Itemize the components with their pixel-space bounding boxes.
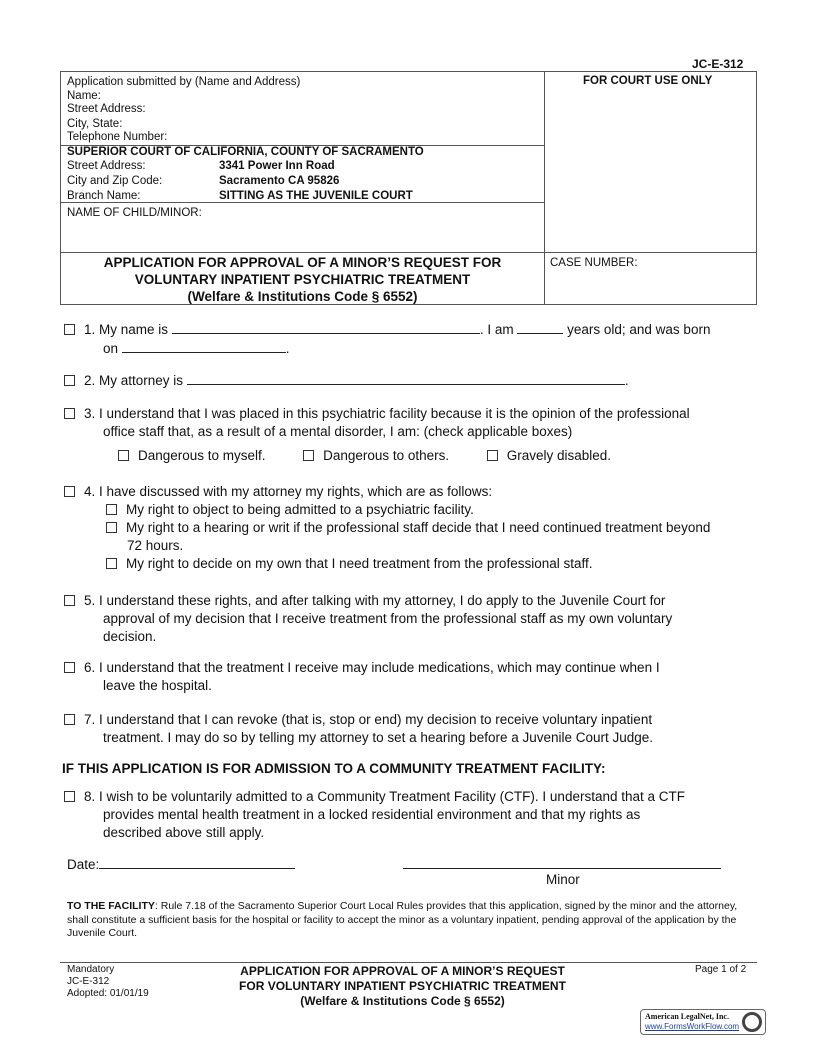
caption-divider [544, 72, 545, 304]
right-decide-checkbox[interactable] [106, 558, 117, 569]
city-state-label: City, State: [67, 118, 123, 130]
right-object-checkbox[interactable] [106, 504, 117, 515]
footer-left [67, 964, 149, 1000]
item-text: . I am [479, 322, 514, 337]
item-number: 8. [84, 789, 96, 804]
item-6-checkbox[interactable] [64, 662, 75, 673]
item-3-checkbox[interactable] [64, 408, 75, 419]
form-title-line: (Welfare & Institutions Code § 6552) [187, 289, 418, 304]
option-label: Dangerous to others. [323, 448, 450, 463]
option-label: Gravely disabled. [506, 448, 612, 463]
right-text: My right to object to being admitted to a psychiatric facility. [126, 502, 474, 517]
form-title [61, 254, 544, 305]
item-text: years old; and was born [567, 322, 711, 337]
item-text: treatment. I may do so by telling my attorney to set a hearing before a Juvenile Court Judge. [103, 730, 654, 745]
right-text: 72 hours. [127, 538, 184, 553]
caption-rule [61, 252, 756, 253]
court-name: SUPERIOR COURT OF CALIFORNIA, COUNTY OF SACRAMENTO [67, 146, 424, 158]
street-label: Street Address: [67, 103, 146, 115]
item-7 [64, 711, 653, 747]
item-number: 6. [84, 660, 96, 675]
facility-note-lead: TO THE FACILITY [67, 900, 155, 912]
item-text: I understand that the treatment I receive may include medications, which may continue when I [99, 660, 660, 675]
item-4-checkbox[interactable] [64, 486, 75, 497]
court-city-label: City and Zip Code: [67, 175, 163, 187]
item-number: 3. [84, 406, 96, 421]
footer-title [150, 964, 655, 1009]
footer-title-line: (Welfare & Institutions Code § 6552) [300, 994, 505, 1008]
item-text: I understand these rights, and after talking with my attorney, I do apply to the Juvenile Court for [99, 593, 666, 608]
footer-form-id: JC-E-312 [67, 976, 110, 987]
item-number: 7. [84, 712, 96, 727]
item-number: 4. [84, 484, 96, 499]
logo-company: American LegalNet, Inc. [645, 1012, 729, 1021]
facility-note [67, 900, 757, 941]
item-8-checkbox[interactable] [64, 791, 75, 802]
logo-url[interactable]: www.FormsWorkFlow.com [645, 1022, 740, 1031]
item-text: My name is [99, 322, 169, 337]
date-row [67, 855, 295, 872]
item-number: 1. [84, 322, 96, 337]
footer-title-line: FOR VOLUNTARY INPATIENT PSYCHIATRIC TREATMENT [239, 979, 566, 993]
item-text: office staff that, as a result of a mental disorder, I am: (check applicable boxes) [103, 424, 573, 439]
item-text: I have discussed with my attorney my rights, which are as follows: [99, 484, 493, 499]
name-label: Name: [67, 90, 101, 102]
item-2-checkbox[interactable] [64, 375, 75, 386]
item-text: on [103, 341, 119, 356]
case-number-label: CASE NUMBER: [550, 257, 638, 269]
item-2: 2. My attorney is . [64, 371, 629, 390]
footer-rule [60, 962, 757, 963]
item-1: 1. My name is . I am years old; and was born on . [64, 320, 710, 358]
branch-label: Branch Name: [67, 190, 141, 202]
item-text: described above still apply. [103, 825, 265, 840]
footer-adopted: Adopted: 01/01/19 [67, 988, 149, 999]
item-text: leave the hospital. [103, 678, 212, 693]
option-label: Dangerous to myself. [138, 448, 266, 463]
court-street-label: Street Address: [67, 160, 146, 172]
form-id: JC-E-312 [692, 57, 744, 71]
logo-disc-icon [742, 1012, 762, 1032]
item-8 [64, 788, 685, 842]
gravely-disabled-checkbox[interactable] [487, 450, 498, 461]
right-text: My right to a hearing or writ if the professional staff decide that I need continued treatment beyond [126, 520, 711, 535]
court-city: Sacramento CA 95826 [219, 175, 340, 187]
legalnet-logo[interactable] [640, 1009, 766, 1035]
item-text: I wish to be voluntarily admitted to a Community Treatment Facility (CTF). I understand that a CTF [99, 789, 685, 804]
dangerous-to-self-checkbox[interactable] [118, 450, 129, 461]
date-blank[interactable] [99, 855, 295, 869]
minor-label: Minor [546, 872, 580, 887]
right-hearing-checkbox[interactable] [106, 522, 117, 533]
form-title-line: APPLICATION FOR APPROVAL OF A MINOR’S REQUEST FOR [103, 255, 502, 270]
footer-mandatory: Mandatory [67, 964, 115, 975]
court-use-label: FOR COURT USE ONLY [583, 75, 713, 87]
item-text: I understand that I was placed in this psychiatric facility because it is the opinion of the professional [99, 406, 690, 421]
item-text: decision. [103, 629, 157, 644]
court-street: 3341 Power Inn Road [219, 160, 335, 172]
date-label: Date: [67, 857, 100, 872]
item-text: My attorney is [99, 373, 184, 388]
form-title-line: VOLUNTARY INPATIENT PSYCHIATRIC TREATMENT [134, 272, 471, 287]
facility-note-text: : Rule 7.18 of the Sacramento Superior Court Local Rules provides that this application, signed by the minor and the attorney, shall constitute a sufficient basis for the hospital or facility to accept the minor as a voluntary inpatient, pending approval of the application by the Juvenile Court. [67, 900, 738, 939]
name-blank[interactable] [172, 320, 480, 334]
age-blank[interactable] [517, 320, 563, 334]
item-text: provides mental health treatment in a locked residential environment and that my rights as [103, 807, 641, 822]
footer-title-line: APPLICATION FOR APPROVAL OF A MINOR’S REQUEST [240, 964, 565, 978]
item-7-checkbox[interactable] [64, 714, 75, 725]
caption-box [60, 71, 757, 305]
item-3 [64, 405, 690, 465]
item-number: 5. [84, 593, 96, 608]
ctf-section-heading: IF THIS APPLICATION IS FOR ADMISSION TO A COMMUNITY TREATMENT FACILITY: [62, 761, 606, 776]
right-text: My right to decide on my own that I need treatment from the professional staff. [126, 556, 593, 571]
page-number: Page 1 of 2 [695, 964, 747, 975]
item-text: I understand that I can revoke (that is, stop or end) my decision to receive voluntary inpatient [99, 712, 653, 727]
attorney-blank[interactable] [187, 371, 625, 385]
item-1-checkbox[interactable] [64, 324, 75, 335]
item-5-checkbox[interactable] [64, 595, 75, 606]
branch-name: SITTING AS THE JUVENILE COURT [219, 190, 413, 202]
child-name-label: NAME OF CHILD/MINOR: [67, 207, 202, 219]
item-text: approval of my decision that I receive treatment from the professional staff as my own voluntary [103, 611, 673, 626]
item-5 [64, 592, 672, 646]
dangerous-to-others-checkbox[interactable] [303, 450, 314, 461]
minor-signature-line[interactable] [403, 855, 721, 869]
item-number: 2. [84, 373, 96, 388]
submitted-by-label: Application submitted by (Name and Address) [67, 76, 301, 88]
phone-label: Telephone Number: [67, 131, 168, 143]
birth-date-blank[interactable] [122, 339, 286, 353]
item-4 [64, 483, 710, 573]
item-6 [64, 659, 660, 695]
